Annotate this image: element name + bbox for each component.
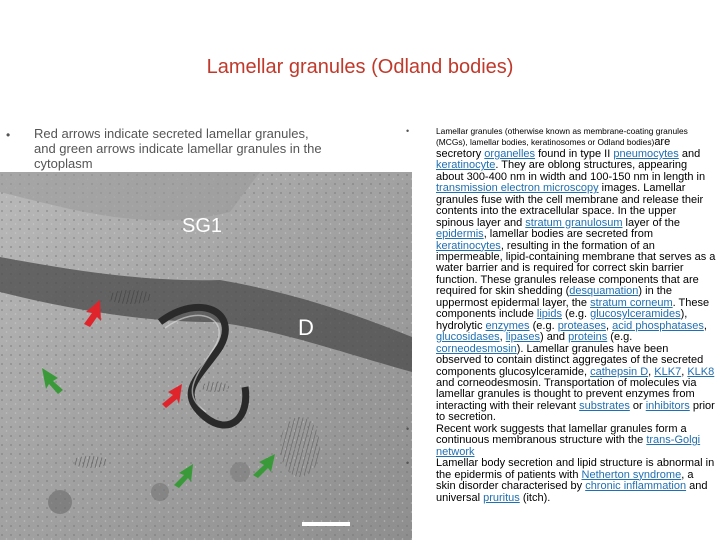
body-text: , resulting in the formation of an impermeable, lipid-containing membrane that serves as a water barrier and is required for correct skin barrier function. These granules release components that are required for skin shedding ( — [436, 239, 716, 298]
body-text: found in type II — [535, 147, 614, 160]
wiki-link[interactable]: proteins — [568, 331, 608, 344]
bullet-text — [436, 423, 700, 458]
body-text: (e.g. — [607, 331, 633, 344]
wiki-link[interactable]: KLK7 — [654, 365, 682, 378]
bullet-item — [406, 458, 716, 504]
wiki-link[interactable]: stratum corneum — [590, 296, 673, 309]
wiki-link[interactable]: Netherton syndrome — [581, 468, 682, 481]
bullet-dot: • — [406, 423, 410, 434]
bullet-dot: • — [406, 458, 410, 469]
label-d: D — [298, 315, 314, 340]
wiki-link[interactable]: keratinocyte — [436, 159, 496, 172]
body-text: (itch). — [519, 491, 551, 504]
body-text: Lamellar body secretion and lipid structure is abnormal in the epidermis of patients with — [436, 457, 715, 481]
bullet-item — [406, 126, 716, 424]
body-text: ). Lamellar granules have been observed to contain distinct aggregates of the secreted components glucosylceramide, — [436, 342, 704, 378]
wiki-link[interactable]: keratinocytes — [436, 239, 501, 252]
body-text: , — [703, 319, 707, 332]
wiki-link[interactable]: KLK8 — [687, 365, 715, 378]
slide-title: Lamellar granules (Odland bodies) — [206, 56, 514, 78]
body-text: (e.g. — [561, 308, 591, 321]
body-text: are secretory — [436, 136, 671, 160]
body-text: images. Lamellar granules fuse with the cell membrane and release their contents into the extracellular space. In the upper spinous layer and — [436, 182, 704, 229]
body-text: . These components include — [436, 296, 710, 321]
micrograph-image — [0, 172, 412, 540]
body-text: Recent work suggests that lamellar granules form a continuous membranous structure with the — [436, 422, 687, 447]
wiki-link[interactable]: stratum granulosum — [525, 216, 623, 229]
wiki-link[interactable]: lipases — [505, 331, 540, 344]
body-text: , a skin disorder characterised by — [436, 468, 694, 493]
wiki-link[interactable]: glucosidases — [436, 331, 500, 344]
wiki-link[interactable]: enzymes — [485, 319, 530, 332]
body-text: prior to secretion. — [436, 399, 715, 424]
wiki-link[interactable]: lipids — [536, 308, 562, 321]
body-text: , — [606, 319, 613, 332]
bullet-text — [436, 125, 715, 423]
wiki-link[interactable]: desquamation — [569, 285, 639, 298]
wiki-link[interactable]: organelles — [484, 147, 536, 160]
wiki-link[interactable]: cathepsin D — [590, 365, 649, 378]
bullet-text — [436, 457, 714, 503]
body-text: layer of the — [622, 216, 680, 229]
wiki-link[interactable]: epidermis — [436, 228, 484, 241]
wiki-link[interactable]: transmission electron microscopy — [436, 182, 599, 195]
scale-bar — [302, 522, 350, 526]
bullet-item — [406, 424, 716, 458]
body-text: , — [648, 365, 655, 378]
body-text: and — [678, 147, 701, 160]
wiki-link[interactable]: chronic inflammation — [585, 480, 687, 493]
body-text: ) in the uppermost epidermal layer, the — [436, 285, 673, 309]
left-bullet-dot: • — [6, 128, 11, 142]
body-text: . They are oblong structures, appearing about 300-400 nm in width and 100-150 nm in length in — [436, 159, 706, 183]
wiki-link[interactable]: trans-Golgi network — [436, 434, 701, 458]
right-column — [406, 126, 716, 504]
wiki-link[interactable]: glucosylceramides — [590, 308, 681, 321]
wiki-link[interactable]: substrates — [579, 399, 630, 412]
wiki-link[interactable]: pneumocytes — [613, 147, 679, 160]
wiki-link[interactable]: acid phosphatases — [612, 319, 704, 332]
body-text: Lamellar granules (otherwise known as membrane-coating granules (MCGs), lamellar bodies, keratinosomes or Odland bodies) — [436, 126, 688, 148]
body-text: and universal — [436, 480, 708, 504]
body-text: ), hydrolytic — [436, 308, 688, 332]
body-text: or — [629, 399, 646, 412]
wiki-link[interactable]: inhibitors — [645, 399, 690, 412]
left-caption: Red arrows indicate secreted lamellar granules, and green arrows indicate lamellar granules in the cytoplasm — [34, 126, 322, 171]
label-sg1: SG1 — [182, 215, 223, 237]
body-text: , lamellar bodies are secreted from — [483, 228, 654, 241]
body-text: (e.g. — [529, 319, 558, 332]
wiki-link[interactable]: corneodesmosin — [436, 342, 517, 355]
wiki-link[interactable]: proteases — [557, 319, 606, 332]
body-text: and corneodesmosin. Transportation of molecules via lamellar granules is thought to prevent enzymes from interacting with their relevant — [436, 376, 697, 412]
wiki-link[interactable]: pruritus — [483, 491, 520, 504]
body-text: , — [499, 331, 506, 344]
bullet-dot: • — [406, 126, 410, 136]
body-text: , — [681, 365, 688, 378]
body-text: ) and — [539, 331, 569, 344]
